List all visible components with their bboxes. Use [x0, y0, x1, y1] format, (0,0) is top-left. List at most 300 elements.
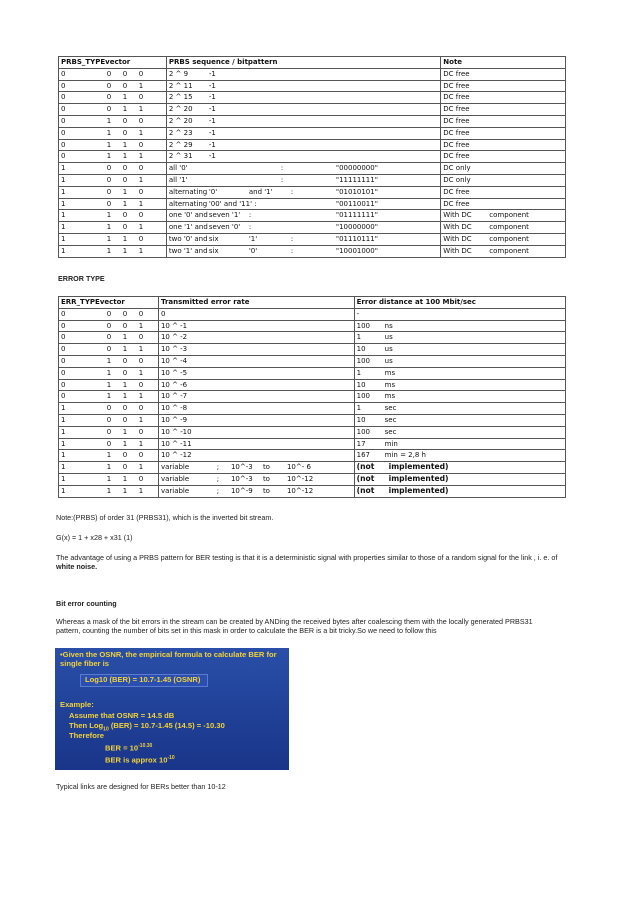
distance-value: (not	[356, 485, 375, 495]
bit-3: 0	[138, 427, 144, 436]
bit-3: 0	[138, 234, 144, 243]
seq-value: "00110011"	[335, 199, 378, 208]
distance-unit: us	[384, 345, 393, 354]
bit-1: 0	[106, 175, 112, 184]
bit-0: 0	[61, 333, 66, 342]
distance-unit: sec	[384, 404, 397, 413]
err-vector-cell	[59, 344, 159, 356]
slide-assume: Assume that OSNR = 14.5 dB	[69, 711, 175, 720]
slide-then: Then Log$_{10}$ (BER) = 10.7-1.45 (14.5) = -10.30	[69, 721, 225, 733]
bit-1: 1	[106, 474, 112, 483]
seq-part-3: '1'	[248, 234, 258, 243]
seq-value: "01010101"	[335, 187, 378, 196]
err-distance-cell	[354, 320, 565, 332]
note-text: DC free	[443, 128, 470, 137]
seq-part-2: -1	[208, 116, 216, 125]
prbs-sequence-cell	[166, 210, 440, 222]
distance-value: 10	[356, 415, 366, 424]
bit-1: 1	[106, 234, 112, 243]
err-distance-cell	[354, 450, 565, 462]
rate-part-4: to	[262, 486, 270, 495]
prbs-row	[59, 210, 566, 222]
bit-3: 1	[138, 439, 144, 448]
seq-value: "00000000"	[335, 164, 378, 173]
prbs-row	[59, 127, 566, 139]
distance-value: (not	[356, 473, 375, 483]
seq-part-1: 2 ^ 9	[168, 69, 189, 78]
bit-0: 1	[61, 439, 66, 448]
bit-2: 1	[122, 105, 128, 114]
prbs-row	[59, 139, 566, 151]
seq-value: "10000000"	[335, 223, 378, 232]
err-rate-cell	[158, 462, 354, 474]
seq-part-1: one '1' and	[168, 223, 208, 232]
distance-unit: ms	[384, 392, 396, 401]
seq-part-1: all '0'	[168, 164, 188, 173]
bit-1: 1	[106, 246, 112, 255]
bit-2: 0	[122, 211, 128, 220]
err-row	[59, 473, 566, 485]
note-text: DC only	[443, 175, 471, 184]
bit-2: 1	[122, 199, 128, 208]
bit-0: 0	[61, 380, 66, 389]
bit-1: 0	[106, 404, 112, 413]
prbs-vector-cell	[59, 245, 167, 257]
bit-2: 1	[122, 246, 128, 255]
bit-1: 1	[106, 116, 112, 125]
bit-0: 1	[61, 164, 66, 173]
bit-2: 0	[122, 223, 128, 232]
bit-2: 1	[122, 333, 128, 342]
bit-1: 0	[106, 81, 112, 90]
seq-part-2: seven '1'	[208, 211, 241, 220]
bit-1: 0	[106, 345, 112, 354]
err-distance-cell	[354, 473, 565, 485]
rate-value: 10 ^ -4	[160, 356, 188, 365]
note-text-2: component	[489, 246, 529, 255]
prbs-sequence-cell	[166, 127, 440, 139]
bit-1: 0	[106, 105, 112, 114]
rate-value: 0	[160, 309, 166, 318]
bit-2: 1	[122, 392, 128, 401]
err-rate-cell	[158, 320, 354, 332]
err-vector-cell	[59, 320, 159, 332]
prbs-row	[59, 174, 566, 186]
err-distance-cell	[354, 438, 565, 450]
seq-part-1: 2 ^ 20	[168, 105, 193, 114]
distance-unit: us	[384, 356, 393, 365]
bit-1: 0	[106, 93, 112, 102]
seq-part-3: :	[280, 164, 284, 173]
slide-line1: •Given the OSNR, the empirical formula to calculate BER for	[60, 650, 277, 659]
note-text: DC free	[443, 140, 470, 149]
err-distance-cell	[354, 308, 565, 320]
bit-3: 1	[138, 415, 144, 424]
bit-1: 1	[106, 128, 112, 137]
ber-formula-slide-image	[55, 648, 289, 770]
bit-1: 0	[106, 427, 112, 436]
bit-2: 1	[122, 380, 128, 389]
err-distance-cell	[354, 391, 565, 403]
rate-part-3: 10^-3	[230, 463, 253, 472]
rate-part-2: ;	[216, 486, 220, 495]
seq-part-1: 2 ^ 11	[168, 81, 193, 90]
bit-3: 0	[138, 451, 144, 460]
distance-value: 10	[356, 345, 366, 354]
bit-2: 0	[122, 116, 128, 125]
seq-part-2: -1	[208, 93, 216, 102]
prbs31-note: Note:(PRBS) of order 31 (PRBS31), which is the inverted bit stream.	[56, 513, 274, 522]
distance-unit: ms	[384, 368, 396, 377]
distance-value: -	[356, 309, 360, 318]
bit-0: 0	[61, 152, 66, 161]
bit-1: 0	[106, 187, 112, 196]
rate-part-5: 10^-12	[286, 486, 314, 495]
bit-3: 0	[138, 164, 144, 173]
prbs-note-cell	[441, 68, 566, 80]
seq-part-1: two '1' and	[168, 246, 208, 255]
slide-line2: single fiber is	[60, 659, 109, 668]
err-distance-cell	[354, 403, 565, 415]
note-text: With DC	[443, 246, 472, 255]
typical-links-text: Typical links are designed for BERs better than 10-12	[56, 782, 226, 791]
rate-part-5: 10^- 6	[286, 463, 311, 472]
prbs-vector-cell	[59, 233, 167, 245]
bit-3: 1	[138, 128, 144, 137]
bit-2: 0	[122, 404, 128, 413]
rate-value: 10 ^ -7	[160, 392, 188, 401]
err-row	[59, 355, 566, 367]
prbs-sequence-cell	[166, 68, 440, 80]
note-text-2: component	[489, 234, 529, 243]
prbs-sequence-cell	[166, 245, 440, 257]
bit-1: 0	[106, 309, 112, 318]
bit-3: 1	[138, 105, 144, 114]
advantage-paragraph-line2: white noise.	[56, 562, 98, 571]
bit-3: 1	[138, 175, 144, 184]
prbs-sequence-cell	[166, 233, 440, 245]
advantage-paragraph-line1: The advantage of using a PRBS pattern for BER testing is that it is a deterministic signal with properties similar to those of a random signal for the link , i. e. of	[56, 553, 558, 562]
distance-value: 100	[356, 427, 371, 436]
bit-1: 1	[106, 140, 112, 149]
seq-part-4: :	[290, 234, 294, 243]
prbs-row	[59, 198, 566, 210]
note-text: With DC	[443, 234, 472, 243]
bit-1: 1	[106, 152, 112, 161]
distance-value: 100	[356, 321, 371, 330]
bit-1: 0	[106, 164, 112, 173]
slide-example-label: Example:	[60, 700, 94, 709]
note-text: DC free	[443, 116, 470, 125]
rate-value: 10 ^ -9	[160, 415, 188, 424]
prbs-sequence-cell	[166, 115, 440, 127]
bit-3: 1	[138, 368, 144, 377]
seq-part-2: -1	[208, 128, 216, 137]
err-row	[59, 485, 566, 497]
bit-2: 0	[122, 69, 128, 78]
prbs-note-cell	[441, 151, 566, 163]
bit-0: 1	[61, 474, 66, 483]
bit-3: 1	[138, 223, 144, 232]
slide-therefore: Therefore	[69, 731, 105, 740]
seq-part-1: one '0' and	[168, 211, 208, 220]
note-text: DC free	[443, 81, 470, 90]
rate-value: 10 ^ -3	[160, 345, 188, 354]
bit-2: 1	[122, 187, 128, 196]
bit-3: 1	[138, 392, 144, 401]
err-vector-cell	[59, 473, 159, 485]
note-text: DC free	[443, 93, 470, 102]
bit-0: 1	[61, 175, 66, 184]
bit-3: 0	[138, 140, 144, 149]
err-distance-cell	[354, 414, 565, 426]
bit-1: 0	[106, 439, 112, 448]
err-header-vector: ERR_TYPEvector	[59, 297, 159, 309]
err-rate-cell	[158, 426, 354, 438]
err-distance-cell	[354, 462, 565, 474]
distance-unit: min = 2,8 h	[384, 451, 426, 460]
err-header-rate: Transmitted error rate	[158, 297, 354, 309]
err-row	[59, 391, 566, 403]
prbs-vector-cell	[59, 68, 167, 80]
bit-2: 1	[122, 486, 128, 495]
prbs-note-cell	[441, 222, 566, 234]
err-distance-cell	[354, 485, 565, 497]
seq-part-2: -1	[208, 152, 216, 161]
bit-0: 1	[61, 463, 66, 472]
bit-3: 1	[138, 81, 144, 90]
distance-unit: ms	[384, 380, 396, 389]
bit-0: 0	[61, 356, 66, 365]
bit-2: 1	[122, 345, 128, 354]
err-vector-cell	[59, 308, 159, 320]
prbs-vector-cell	[59, 127, 167, 139]
bit-0: 0	[61, 93, 66, 102]
bit-0: 1	[61, 486, 66, 495]
bit-1: 1	[106, 392, 112, 401]
err-rate-cell	[158, 367, 354, 379]
bit-3: 0	[138, 380, 144, 389]
prbs-row	[59, 186, 566, 198]
prbs-note-cell	[441, 127, 566, 139]
bit-1: 0	[106, 69, 112, 78]
err-row	[59, 344, 566, 356]
bit-0: 0	[61, 128, 66, 137]
bit-3: 1	[138, 486, 144, 495]
err-row	[59, 403, 566, 415]
bit-1: 1	[106, 368, 112, 377]
err-vector-cell	[59, 403, 159, 415]
err-vector-cell	[59, 485, 159, 497]
bit-1: 1	[106, 380, 112, 389]
distance-value: 1	[356, 404, 362, 413]
prbs-note-cell	[441, 245, 566, 257]
err-row	[59, 332, 566, 344]
bit-3: 0	[138, 187, 144, 196]
rate-value: 10 ^ -1	[160, 321, 188, 330]
seq-part-1: 2 ^ 29	[168, 140, 193, 149]
prbs-header-vector: PRBS_TYPEvector	[59, 57, 167, 69]
prbs-note-cell	[441, 115, 566, 127]
bit-3: 1	[138, 246, 144, 255]
slide-ber-value: BER = $10^{-10.30}$	[105, 743, 153, 753]
note-text: DC free	[443, 152, 470, 161]
seq-part-3: :	[248, 223, 252, 232]
bit-1: 0	[106, 415, 112, 424]
err-distance-cell	[354, 355, 565, 367]
bit-0: 1	[61, 234, 66, 243]
distance-unit: implemented)	[388, 473, 449, 483]
err-vector-cell	[59, 426, 159, 438]
whereas-paragraph-line2: pattern, counting the number of bits set in this mask in order to calculate the BER is a bit tricky.So we need to follow this	[56, 626, 437, 635]
rate-value: 10 ^ -5	[160, 368, 188, 377]
prbs-note-cell	[441, 163, 566, 175]
note-text: DC free	[443, 105, 470, 114]
prbs-row	[59, 80, 566, 92]
err-row	[59, 414, 566, 426]
bit-2: 1	[122, 427, 128, 436]
seq-part-2: seven '0'	[208, 223, 241, 232]
distance-value: 100	[356, 356, 371, 365]
bit-3: 1	[138, 345, 144, 354]
bit-0: 1	[61, 404, 66, 413]
bit-1: 0	[106, 333, 112, 342]
bit-0: 1	[61, 199, 66, 208]
seq-part-2: -1	[208, 69, 216, 78]
prbs-sequence-cell	[166, 174, 440, 186]
distance-value: 17	[356, 439, 366, 448]
err-vector-cell	[59, 414, 159, 426]
seq-part-1: alternating	[168, 199, 208, 208]
seq-part-3: :	[248, 211, 252, 220]
distance-value: 167	[356, 451, 371, 460]
bit-2: 0	[122, 81, 128, 90]
bit-2: 0	[122, 463, 128, 472]
prbs-vector-cell	[59, 163, 167, 175]
bit-3: 0	[138, 116, 144, 125]
note-text: DC free	[443, 69, 470, 78]
bit-0: 1	[61, 187, 66, 196]
seq-value: "01111111"	[335, 211, 378, 220]
note-text-2: component	[489, 211, 529, 220]
rate-value: 10 ^ -2	[160, 333, 188, 342]
rate-part-4: to	[262, 474, 270, 483]
prbs-note-cell	[441, 198, 566, 210]
err-vector-cell	[59, 462, 159, 474]
bit-0: 1	[61, 246, 66, 255]
err-rate-cell	[158, 379, 354, 391]
prbs-row	[59, 222, 566, 234]
bit-0: 0	[61, 81, 66, 90]
prbs-vector-cell	[59, 92, 167, 104]
seq-value: "10001000"	[335, 246, 378, 255]
bit-1: 1	[106, 211, 112, 220]
bit-0: 1	[61, 427, 66, 436]
seq-value: "01110111"	[335, 234, 378, 243]
prbs-vector-cell	[59, 80, 167, 92]
bit-2: 0	[122, 415, 128, 424]
err-row	[59, 308, 566, 320]
seq-part-1: 2 ^ 15	[168, 93, 193, 102]
err-distance-cell	[354, 379, 565, 391]
bit-0: 0	[61, 105, 66, 114]
prbs-vector-cell	[59, 151, 167, 163]
err-header-row	[59, 297, 566, 309]
rate-part-1: variable	[160, 474, 190, 483]
err-row	[59, 438, 566, 450]
bit-3: 0	[138, 69, 144, 78]
seq-part-2: '00' and '11' :	[208, 199, 257, 208]
seq-value: "11111111"	[335, 175, 378, 184]
prbs-vector-cell	[59, 222, 167, 234]
prbs-sequence-cell	[166, 92, 440, 104]
prbs-sequence-cell	[166, 222, 440, 234]
err-rate-cell	[158, 438, 354, 450]
distance-unit: min	[384, 439, 398, 448]
prbs-note-cell	[441, 186, 566, 198]
bit-0: 0	[61, 345, 66, 354]
distance-unit: ns	[384, 321, 393, 330]
prbs-vector-cell	[59, 210, 167, 222]
bit-2: 1	[122, 93, 128, 102]
rate-part-3: 10^-9	[230, 486, 253, 495]
prbs-note-cell	[441, 104, 566, 116]
err-rate-cell	[158, 473, 354, 485]
prbs-note-cell	[441, 210, 566, 222]
err-row	[59, 367, 566, 379]
distance-value: 1	[356, 333, 362, 342]
bit-2: 0	[122, 128, 128, 137]
note-text: DC free	[443, 199, 470, 208]
bit-2: 1	[122, 234, 128, 243]
seq-part-1: 2 ^ 20	[168, 116, 193, 125]
bit-2: 0	[122, 368, 128, 377]
slide-ber-approx: BER is approx $10^{-10}$	[105, 755, 175, 765]
generator-polynomial: G(x) = 1 + x28 + x31 (1)	[56, 533, 133, 542]
note-text-2: component	[489, 223, 529, 232]
distance-unit: sec	[384, 415, 397, 424]
distance-value: 10	[356, 380, 366, 389]
bit-0: 0	[61, 309, 66, 318]
rate-value: 10 ^ -10	[160, 427, 192, 436]
rate-part-4: to	[262, 463, 270, 472]
err-rate-cell	[158, 332, 354, 344]
note-text: DC only	[443, 164, 471, 173]
rate-part-3: 10^-3	[230, 474, 253, 483]
err-rate-cell	[158, 414, 354, 426]
rate-part-5: 10^-12	[286, 474, 314, 483]
distance-unit: implemented)	[388, 462, 449, 472]
seq-part-2: -1	[208, 81, 216, 90]
seq-part-2: six	[208, 246, 219, 255]
err-distance-cell	[354, 367, 565, 379]
err-row	[59, 320, 566, 332]
prbs-sequence-cell	[166, 198, 440, 210]
distance-value: 100	[356, 392, 371, 401]
err-rate-cell	[158, 403, 354, 415]
distance-value: (not	[356, 462, 375, 472]
bit-2: 0	[122, 175, 128, 184]
bit-3: 0	[138, 474, 144, 483]
err-row	[59, 379, 566, 391]
rate-value: 10 ^ -11	[160, 439, 192, 448]
prbs-row	[59, 92, 566, 104]
prbs-row	[59, 245, 566, 257]
bit-3: 1	[138, 152, 144, 161]
distance-unit: sec	[384, 427, 397, 436]
seq-part-1: 2 ^ 23	[168, 128, 193, 137]
prbs-note-cell	[441, 174, 566, 186]
